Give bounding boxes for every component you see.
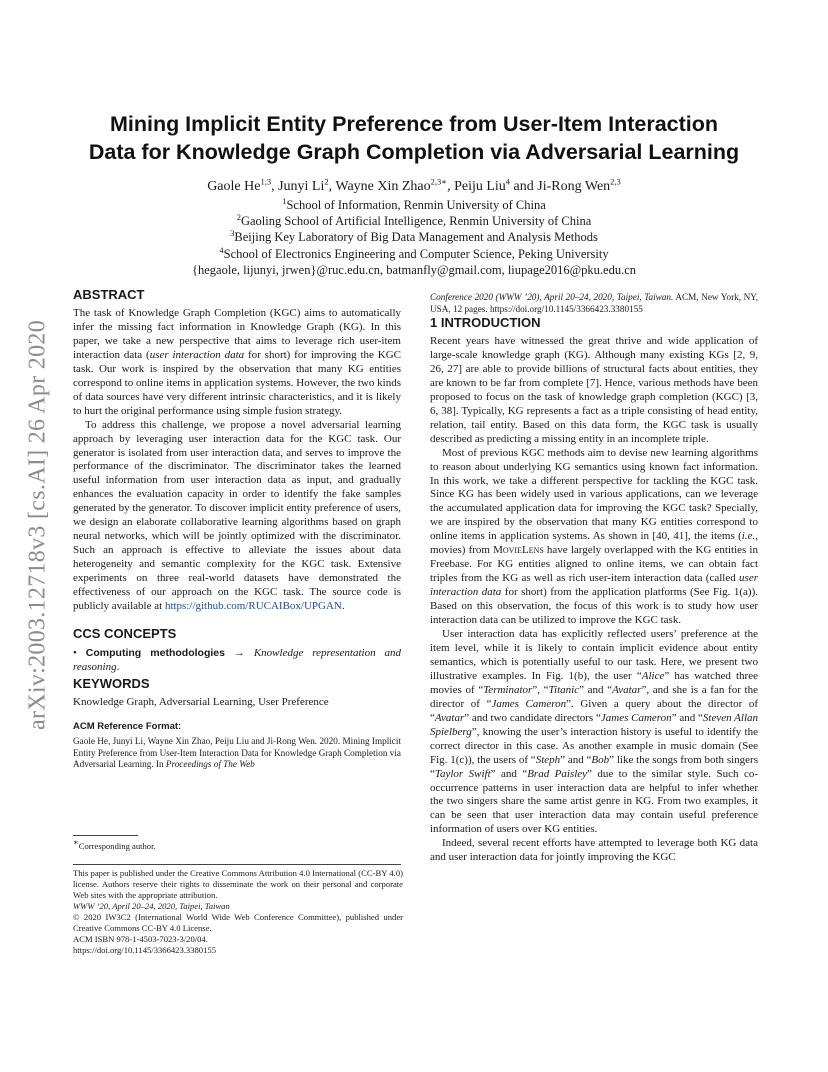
ccs-concepts: • Computing methodologies → Knowledge representation and reasoning. bbox=[73, 646, 402, 673]
title-line-1: Mining Implicit Entity Preference from User-Item Interaction bbox=[109, 112, 719, 136]
acm-reference-heading: ACM Reference Format: bbox=[73, 720, 182, 732]
author-name: Peiju Liu bbox=[454, 179, 506, 194]
introduction-heading: 1 INTRODUCTION bbox=[430, 315, 541, 330]
right-column bbox=[430, 291, 758, 865]
author-sup: 2 bbox=[324, 176, 329, 187]
author-emails: {hegaole, lijunyi, jrwen}@ruc.edu.cn, batmanfly@gmail.com, liupage2016@pku.edu.cn bbox=[192, 262, 636, 277]
keywords-text: Knowledge Graph, Adversarial Learning, User Preference bbox=[73, 695, 329, 708]
keywords-heading: KEYWORDS bbox=[73, 675, 150, 691]
author-sup: 2,3 bbox=[610, 176, 621, 187]
left-column bbox=[73, 287, 401, 771]
author-name: Ji-Rong Wen bbox=[537, 179, 611, 194]
license-venue: WWW ’20, April 20–24, 2020, Taipei, Taiwan bbox=[73, 901, 230, 912]
license-doi: https://doi.org/10.1145/3366423.3380155 bbox=[73, 945, 216, 956]
arxiv-identifier: arXiv:2003.12718v3 [cs.AI] 26 Apr 2020 bbox=[24, 319, 51, 731]
license-isbn: ACM ISBN 978-1-4503-7023-3/20/04. bbox=[73, 934, 208, 945]
intro-paragraph-3: User interaction data has explicitly reflected users’ preference at the item level, while it is likely to contain implicit evidence about entity semantics, which is potentially useful to our task. Here, we present two illustrative examples. In Fig. 1(b), the user “Alice” has watched three movies of “Terminator”, “Titanic” and “Avatar”, and she is a fan for the director of “James Cameron”. Given a query about the director of “Avatar” and two candidate directors “James Cameron” and “Steven Allan Spielberg”, knowing the user’s interaction history is useful to identify the correct director in this case. As another example in music domain (See Fig. 1(c)), the users of “Steph” and “Bob” like the songs from both singers “Taylor Swift” and “Brad Paisley” due to the similar style. Such co-occurrence patterns in user interaction data are helpful to infer whether the two singers share the same artist genre in KG. From two examples, it can be seen that user interaction data may contain useful preference information of users over KG entities. bbox=[430, 628, 759, 836]
author-list: Gaole He$^{1,3}$, Junyi Li$^2$, Wayne Xin Zhao$^{2,3∗}$, Peiju Liu$^4$ and Ji-Rong Wen$^{2,3}$ bbox=[207, 176, 621, 194]
author-sup: 4 bbox=[505, 176, 511, 187]
license-rule bbox=[73, 864, 401, 865]
intro-paragraph-2: Most of previous KGC methods aim to devise new learning algorithms to reason about underlying KG semantics using known fact information. In this work, we take a different perspective for tackling the KGC task. Since KG has been widely used in various applications, can we leverage the accumulated application data for improving the KGC task? Specially, we are inspired by the observation that many KG entities correspond to online items in application systems. As shown in [40, 41], the items (i.e., movies) from MovieLens have largely overlapped with the KG entities in Freebase. For KG entities aligned to online items, we can obtain fact triples from the KG as well as rich user-item interaction data (called user interaction data for short) from the application platforms (See Fig. 1(a)). Based on this observation, the focus of this work is to study how user interaction data can be utilized to improve the KGC task. bbox=[430, 446, 759, 627]
abstract-paragraph-2: To address this challenge, we propose a novel adversarial learning approach by leveraging user interaction data for the KGC task. Our generator is isolated from user interaction data, and serves to improve the performance of the discriminator. The discriminator takes the learned useful information from user interaction data as input, and gradually enhances the evaluation capacity in order to identify the fake samples generated by the generator. To discover implicit entity preference of users, we design an elaborate collaborative learning algorithms based on graph neural networks, which will be jointly optimized with the discriminator. Such an approach is effective to alleviate the issues about data heterogeneity and semantic complexity for the KGC task. Extensive experiments on three real-world datasets have demonstrated the effectiveness of our approach on the KGC task. The source code is publicly available at https://github.com/RUCAIBox/UPGAN. bbox=[73, 418, 401, 613]
affiliation-2: $^2$Gaoling School of Artificial Intelligence, Renmin University of China bbox=[236, 212, 592, 229]
license-copyright: © 2020 IW3C2 (International World Wide Web Conference Committee), published under Creative Commons CC-BY 4.0 License. bbox=[73, 912, 403, 934]
intro-paragraph-1: Recent years have witnessed the great thrive and wide application of large-scale knowledge graph (KG). Although many existing KGs [2, 9, 26, 27] are able to provide billions of structural facts about entities, they are known to be far from complete [7]. Hence, various methods have been proposed to focus on the task of knowledge graph completion (KGC) [3, 6, 38]. Typically, KG represents a fact as a triple consisting of head entity, relation, tail entity. Based on this data form, the KGC task is usually described as predicting a missing entity in an incomplete triple. bbox=[430, 335, 758, 445]
arxiv-sidebar bbox=[24, 290, 52, 760]
abstract-heading: ABSTRACT bbox=[73, 287, 145, 302]
intro-paragraph-4: Indeed, several recent efforts have attempted to leverage both KG data and user interaction data for jointly improving the KGC bbox=[430, 837, 758, 864]
footnote-rule bbox=[73, 835, 138, 836]
affiliation-3: $^3$Beijing Key Laboratory of Big Data Management and Analysis Methods bbox=[230, 228, 598, 245]
ccs-heading: CCS CONCEPTS bbox=[73, 625, 177, 641]
affiliation-1: $^1$School of Information, Renmin University of China bbox=[282, 195, 546, 212]
source-code-link[interactable]: https://github.com/RUCAIBox/UPGAN bbox=[164, 600, 342, 613]
abstract-paragraph-1: The task of Knowledge Graph Completion (KGC) aims to automatically infer the missing fact information in Knowledge Graph (KG). In this paper, we take a new perspective that aims to leverage rich user-item interaction data (user interaction data for short) for improving the KGC task. Our work is inspired by the observation that many KG entities correspond to online items in application systems. However, the two kinds of data sources have very different intrinsic characteristics, and it is likely to hurt the original performance using simple fusion strategy. bbox=[73, 307, 401, 417]
affiliations bbox=[60, 197, 768, 278]
author-name: Gaole He bbox=[207, 179, 261, 194]
author-name: Wayne Xin Zhao bbox=[335, 179, 431, 194]
acm-reference-text: Gaole He, Junyi Li, Wayne Xin Zhao, Peiju Liu and Ji-Rong Wen. 2020. Mining Implicit Entity Preference from User-Item Interaction Data for Knowledge Graph Completion via Adversarial Learning. In Proceedings of The Web bbox=[73, 735, 401, 770]
license-text: This paper is published under the Creative Commons Attribution 4.0 International (CC-BY 4.0) license. Authors reserve their rights to disseminate the work on their personal and corporate Web sites with the appropriate attribution. bbox=[73, 868, 403, 901]
title-line-2: Data for Knowledge Graph Completion via Adversarial Learning bbox=[88, 140, 740, 164]
paper-title bbox=[60, 110, 768, 166]
license-block bbox=[73, 868, 403, 956]
footnote: ∗Corresponding author. bbox=[73, 837, 156, 851]
affiliation-4: $^4$School of Electronics Engineering and Computer Science, Peking University bbox=[219, 244, 609, 261]
author-sup: 2,3∗ bbox=[430, 176, 448, 187]
author-name: Junyi Li bbox=[278, 179, 325, 194]
acm-reference-continued: Conference 2020 (WWW ’20), April 20–24, 2020, Taipei, Taiwan. ACM, New York, NY, USA, 12 pages. https://doi.org/10.1145/3366423.3380155 bbox=[430, 292, 758, 314]
author-sup: 1,3 bbox=[260, 176, 272, 187]
